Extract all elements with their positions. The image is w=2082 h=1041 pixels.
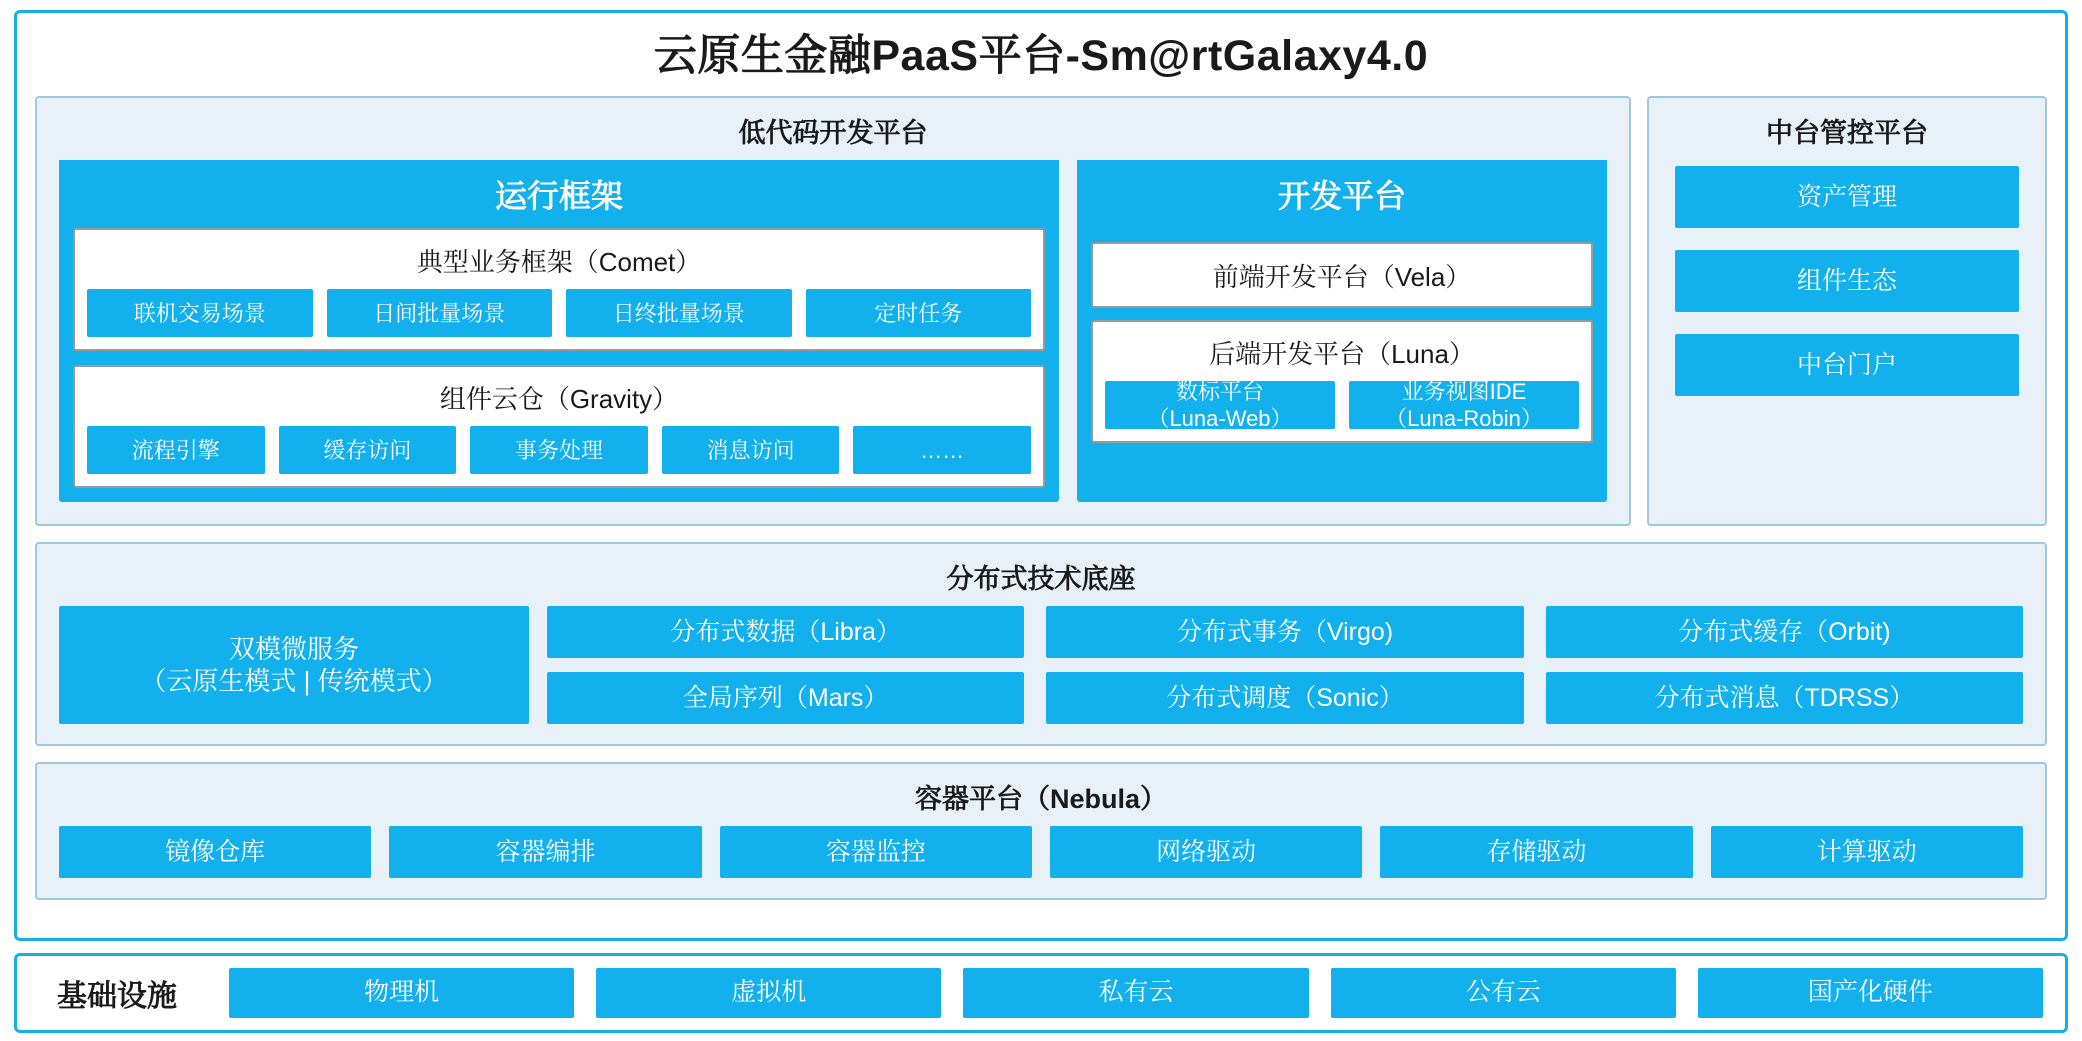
comet-item[interactable]: 定时任务 bbox=[806, 289, 1032, 337]
gravity-item[interactable]: 事务处理 bbox=[470, 426, 648, 474]
runtime-framework-group bbox=[59, 160, 1059, 502]
dual-mode-line-1: 双模微服务 bbox=[228, 633, 359, 664]
backend-platform-items bbox=[1105, 378, 1579, 432]
infrastructure-item-virtual[interactable]: 虚拟机 bbox=[596, 968, 941, 1018]
infrastructure-item-domestic-hardware[interactable]: 国产化硬件 bbox=[1698, 968, 2043, 1018]
platform-frame bbox=[14, 10, 2068, 941]
container-item-compute-driver[interactable]: 计算驱动 bbox=[1711, 826, 2023, 878]
infrastructure-frame bbox=[14, 953, 2068, 1033]
development-platform-group bbox=[1077, 160, 1607, 502]
distributed-base-panel bbox=[35, 542, 2047, 746]
item-line-2: （Luna-Robin） bbox=[1385, 406, 1543, 432]
distributed-item-sonic[interactable]: 分布式调度（Sonic） bbox=[1046, 672, 1523, 724]
container-item-monitoring[interactable]: 容器监控 bbox=[720, 826, 1032, 878]
item-line-2: （Luna-Web） bbox=[1147, 406, 1293, 432]
gravity-title: 组件云仓（Gravity） bbox=[439, 384, 679, 415]
frontend-platform-box[interactable]: 前端开发平台（Vela） bbox=[1091, 242, 1593, 308]
container-platform-title: 容器平台（Nebula） bbox=[914, 784, 1168, 815]
management-platform-panel bbox=[1647, 96, 2047, 526]
comet-item[interactable]: 日间批量场景 bbox=[327, 289, 553, 337]
container-platform-panel bbox=[35, 762, 2047, 900]
runtime-framework-header: 运行框架 bbox=[59, 160, 1059, 228]
gravity-item[interactable]: …… bbox=[853, 426, 1031, 474]
distributed-base-body bbox=[37, 606, 2045, 744]
container-item-orchestration[interactable]: 容器编排 bbox=[389, 826, 701, 878]
distributed-item-libra[interactable]: 分布式数据（Libra） bbox=[547, 606, 1024, 658]
development-platform-header: 开发平台 bbox=[1077, 160, 1607, 228]
comet-item[interactable]: 联机交易场景 bbox=[87, 289, 313, 337]
item-line-1: 业务视图IDE bbox=[1401, 378, 1527, 404]
lowcode-platform-body bbox=[37, 160, 1629, 524]
page-title: 云原生金融PaaS平台-Sm@rtGalaxy4.0 bbox=[653, 32, 1429, 80]
dual-mode-line-2: （云原生模式 | 传统模式） bbox=[140, 666, 448, 697]
management-platform-title: 中台管控平台 bbox=[1766, 118, 1928, 149]
distributed-base-title: 分布式技术底座 bbox=[946, 564, 1136, 595]
lowcode-platform-panel bbox=[35, 96, 1631, 526]
distributed-item-orbit[interactable]: 分布式缓存（Orbit) bbox=[1546, 606, 2023, 658]
container-item-storage-driver[interactable]: 存储驱动 bbox=[1380, 826, 1692, 878]
distributed-item-mars[interactable]: 全局序列（Mars） bbox=[547, 672, 1024, 724]
comet-item[interactable]: 日终批量场景 bbox=[566, 289, 792, 337]
management-item-asset[interactable]: 资产管理 bbox=[1675, 166, 2019, 228]
container-item-image-repo[interactable]: 镜像仓库 bbox=[59, 826, 371, 878]
gravity-item[interactable]: 缓存访问 bbox=[279, 426, 457, 474]
management-platform-items bbox=[1649, 160, 2045, 418]
infrastructure-item-private-cloud[interactable]: 私有云 bbox=[963, 968, 1308, 1018]
comet-items bbox=[87, 289, 1031, 337]
gravity-item[interactable]: 流程引擎 bbox=[87, 426, 265, 474]
dual-mode-microservice-wrapper bbox=[59, 606, 529, 724]
infrastructure-item-public-cloud[interactable]: 公有云 bbox=[1331, 968, 1676, 1018]
management-item-component[interactable]: 组件生态 bbox=[1675, 250, 2019, 312]
dual-mode-microservice-box[interactable] bbox=[59, 606, 529, 724]
gravity-item[interactable]: 消息访问 bbox=[662, 426, 840, 474]
lowcode-platform-title: 低代码开发平台 bbox=[738, 118, 928, 149]
backend-platform-item[interactable] bbox=[1105, 378, 1335, 432]
gravity-items bbox=[87, 426, 1031, 474]
container-platform-items bbox=[37, 826, 2045, 898]
gravity-group bbox=[73, 365, 1045, 488]
top-row bbox=[35, 96, 2047, 526]
backend-platform-group bbox=[1091, 320, 1593, 443]
comet-group bbox=[73, 228, 1045, 351]
infrastructure-item-physical[interactable]: 物理机 bbox=[229, 968, 574, 1018]
distributed-item-virgo[interactable]: 分布式事务（Virgo) bbox=[1046, 606, 1523, 658]
backend-platform-title: 后端开发平台（Luna） bbox=[1209, 339, 1475, 370]
infrastructure-label: 基础设施 bbox=[57, 980, 177, 1013]
item-line-1: 数标平台 bbox=[1175, 378, 1264, 404]
backend-platform-item[interactable] bbox=[1349, 378, 1579, 432]
container-item-network-driver[interactable]: 网络驱动 bbox=[1050, 826, 1362, 878]
distributed-item-tdrss[interactable]: 分布式消息（TDRSS） bbox=[1546, 672, 2023, 724]
distributed-items-grid bbox=[547, 606, 2023, 724]
comet-title: 典型业务框架（Comet） bbox=[416, 247, 702, 278]
management-item-portal[interactable]: 中台门户 bbox=[1675, 334, 2019, 396]
